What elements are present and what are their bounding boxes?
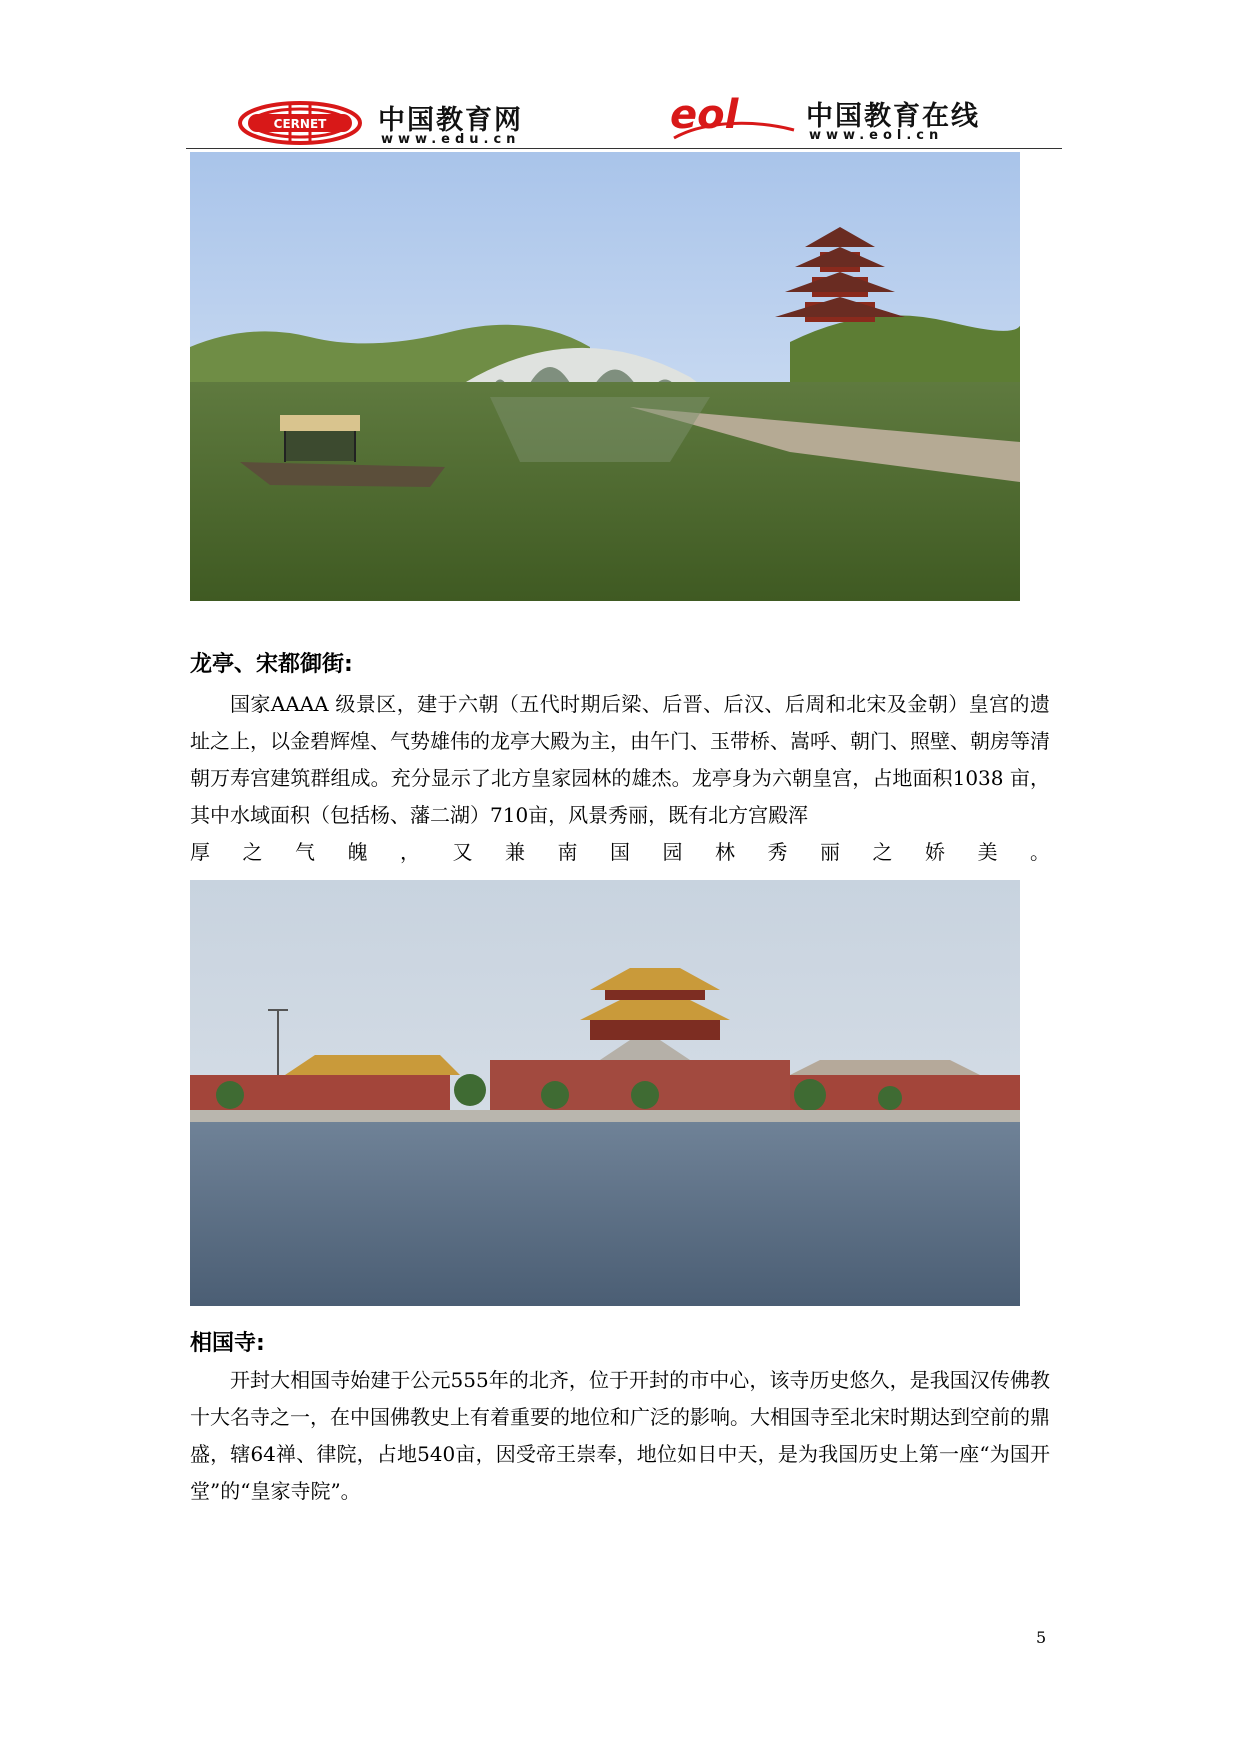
cernet-badge-text: CERNET <box>273 117 327 131</box>
paragraph-last-line <box>190 834 1050 871</box>
photo-palace-lake <box>190 880 1020 1306</box>
char: 林 <box>715 840 735 864</box>
page-number: 5 <box>1036 1628 1047 1647</box>
section-paragraph-longting <box>190 686 1050 871</box>
eol-emblem-icon <box>666 90 796 146</box>
char: ， <box>400 840 420 864</box>
cernet-url: www.edu.cn <box>381 132 521 147</box>
char: 南 <box>557 840 578 864</box>
char: 园 <box>662 840 683 864</box>
char: 之 <box>242 840 263 864</box>
char: 秀 <box>767 840 788 864</box>
photo-lake-bridge-pagoda <box>190 152 1020 601</box>
cernet-title: 中国教育网 <box>378 105 523 136</box>
char: 国 <box>610 840 630 864</box>
section-heading-longting: 龙亭、宋都御街: <box>190 652 353 677</box>
eol-title: 中国教育在线 <box>806 101 980 132</box>
char: 厚 <box>190 840 210 864</box>
char: 。 <box>1030 840 1050 864</box>
section-paragraph-xiangguosi <box>190 1362 1050 1510</box>
page-header <box>186 88 1062 148</box>
char: 之 <box>872 840 893 864</box>
paragraph-text: 国家AAAA 级景区，建于六朝（五代时期后梁、后晋、后汉、后周和北宋及金朝）皇宫的遗址之上，以金碧辉煌、气势雄伟的龙亭大殿为主，由午门、玉带桥、嵩呼、朝门、照壁、朝房等清朝万寿宫建筑群组成。充分显示了北方皇家园林的雄杰。龙亭身为六朝皇宫，占地面积1038 亩，其中水域面积（包括杨、藩二湖）710亩，风景秀丽，既有北方宫殿浑 <box>190 692 1050 827</box>
section-heading-xiangguosi: 相国寺: <box>190 1331 265 1356</box>
cernet-emblem-icon <box>238 100 368 146</box>
header-divider <box>186 148 1062 149</box>
eol-mark-text: eol <box>670 92 739 138</box>
eol-logo <box>666 90 1056 146</box>
eol-url: www.eol.cn <box>809 128 944 143</box>
char: 气 <box>295 840 315 864</box>
char: 美 <box>977 840 998 864</box>
char: 丽 <box>820 840 840 864</box>
char: 娇 <box>925 840 945 864</box>
char: 又 <box>452 840 473 864</box>
cernet-logo <box>238 100 618 146</box>
paragraph-text: 开封大相国寺始建于公元555年的北齐，位于开封的市中心，该寺历史悠久，是我国汉传佛教十大名寺之一，在中国佛教史上有着重要的地位和广泛的影响。大相国寺至北宋时期达到空前的鼎盛，辖64禅、律院，占地540亩，因受帝王崇奉，地位如日中天，是为我国历史上第一座“为国开堂”的“皇家寺院”。 <box>190 1368 1050 1503</box>
char: 兼 <box>505 840 525 864</box>
char: 魄 <box>347 840 368 864</box>
